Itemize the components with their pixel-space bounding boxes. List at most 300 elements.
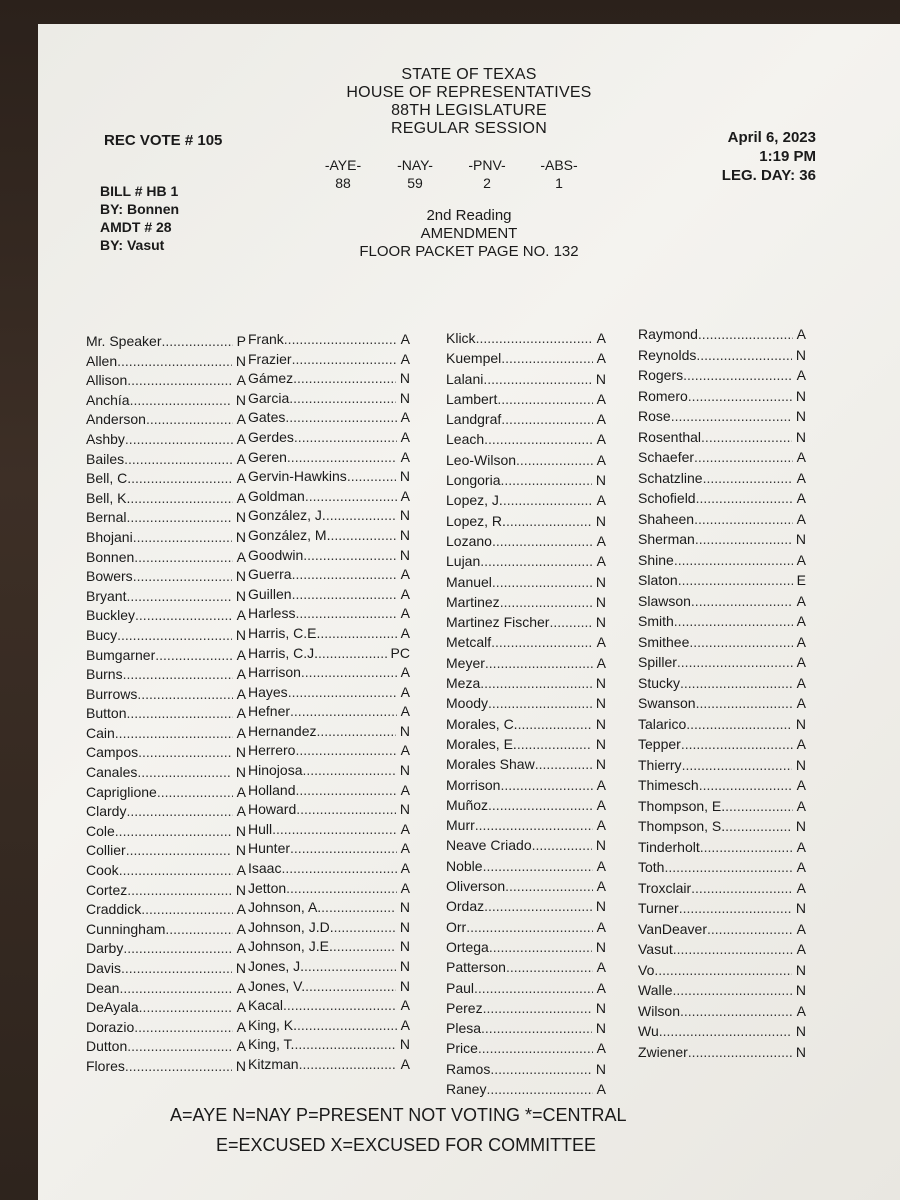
member-name: Meyer — [446, 654, 485, 671]
member-vote: A — [596, 411, 606, 428]
member-name: Orr — [446, 918, 467, 935]
member-name: Craddick — [86, 901, 142, 918]
member-row — [638, 488, 806, 509]
member-row — [86, 1037, 246, 1057]
leader-dots — [681, 734, 793, 755]
leader-dots — [115, 724, 233, 744]
member-name: Lujan — [446, 553, 481, 570]
roster-column-4 — [638, 324, 806, 1062]
member-vote: A — [596, 553, 606, 570]
member-row — [446, 592, 606, 612]
member-name: Hinojosa — [248, 762, 303, 779]
leader-dots — [294, 1035, 395, 1055]
member-row — [446, 1038, 606, 1058]
member-row — [446, 632, 606, 652]
member-row — [446, 612, 606, 632]
vote-record-sheet — [38, 24, 900, 1200]
member-vote: A — [236, 724, 246, 741]
member-name: Leo-Wilson — [446, 451, 517, 468]
leader-dots — [488, 693, 592, 713]
member-vote: N — [595, 837, 606, 854]
member-vote: A — [796, 326, 806, 342]
member-row — [446, 551, 606, 571]
member-vote: A — [400, 860, 410, 877]
leader-dots — [283, 996, 397, 1016]
member-vote: A — [400, 840, 410, 857]
member-vote: A — [400, 664, 410, 681]
member-row — [638, 406, 806, 427]
reading-type: AMENDMENT — [420, 225, 518, 242]
member-row — [446, 653, 606, 673]
floor-packet-page: FLOOR PACKET PAGE NO. 132 — [359, 243, 579, 260]
member-name: Morrison — [446, 776, 501, 793]
member-vote: N — [595, 472, 606, 489]
amendment-author: BY: Vasut — [100, 237, 165, 253]
member-row — [446, 429, 606, 449]
member-name: Schofield — [638, 490, 696, 506]
member-vote: N — [595, 999, 606, 1016]
member-vote: N — [795, 982, 806, 998]
member-name: Lozano — [446, 532, 492, 549]
member-row — [638, 468, 806, 489]
leader-dots — [673, 980, 792, 1001]
member-name: Bell, K. — [86, 489, 131, 506]
member-vote: N — [795, 1043, 806, 1060]
leader-dots — [725, 816, 792, 837]
member-vote: A — [796, 879, 806, 896]
member-name: Shine — [638, 551, 674, 568]
member-name: Morales, C. — [446, 715, 518, 732]
member-row — [446, 714, 606, 734]
member-row — [86, 841, 246, 861]
bill-number: BILL # HB 1 — [100, 183, 179, 199]
member-vote: A — [796, 449, 806, 465]
member-vote: A — [236, 548, 246, 565]
member-row — [248, 741, 410, 761]
leader-dots — [119, 861, 233, 881]
member-name: Jetton — [248, 879, 287, 896]
leader-dots — [127, 371, 232, 391]
member-name: Lopez, R. — [446, 512, 506, 529]
member-row — [446, 1059, 606, 1079]
member-vote: A — [400, 487, 410, 504]
member-name: Lambert — [446, 390, 498, 407]
member-row — [446, 795, 606, 815]
member-vote: N — [795, 346, 806, 363]
member-row — [638, 775, 806, 796]
leader-dots — [506, 957, 593, 977]
leader-dots — [305, 977, 396, 997]
member-name: Martinez — [446, 593, 500, 610]
member-name: Canales — [86, 764, 138, 781]
leader-dots — [677, 652, 793, 673]
member-row — [446, 876, 606, 896]
member-row — [86, 861, 246, 881]
member-name: Raney — [446, 1080, 487, 1097]
member-row — [446, 531, 606, 551]
member-row — [446, 490, 606, 510]
member-name: González, M. — [248, 526, 331, 543]
tally-label: -AYE- — [324, 157, 362, 173]
leader-dots — [115, 822, 232, 842]
member-name: Johnson, A. — [248, 899, 322, 916]
member-row — [638, 1021, 806, 1042]
member-row — [248, 546, 410, 566]
member-name: Harrison — [248, 664, 301, 681]
member-vote: A — [596, 878, 606, 895]
member-vote: A — [236, 920, 246, 937]
member-name: Morales, E. — [446, 735, 517, 752]
member-row — [446, 1018, 606, 1038]
member-row — [446, 409, 606, 429]
member-vote: N — [235, 960, 246, 976]
member-row — [248, 702, 410, 722]
member-vote: N — [595, 898, 606, 915]
leader-dots — [127, 1037, 232, 1057]
member-name: DeAyala — [86, 999, 139, 1016]
leader-dots — [678, 570, 793, 591]
member-vote: A — [596, 796, 606, 813]
member-row — [86, 469, 246, 489]
member-row — [638, 365, 806, 386]
member-row — [86, 489, 246, 509]
leader-dots — [686, 714, 792, 735]
member-name: Bhojani — [86, 528, 133, 545]
member-vote: A — [400, 997, 410, 1014]
member-name: Paul — [446, 979, 475, 996]
member-vote: N — [795, 1023, 806, 1039]
member-name: Ortega — [446, 938, 489, 955]
vote-time: 1:19 PM — [759, 148, 816, 165]
leader-dots — [532, 835, 592, 855]
member-row — [248, 1055, 410, 1075]
member-name: Shaheen — [638, 510, 695, 527]
member-name: Hull — [248, 820, 273, 837]
member-vote: N — [795, 756, 806, 773]
leader-dots — [549, 612, 591, 632]
member-vote: N — [399, 370, 410, 387]
member-vote: N — [399, 762, 410, 779]
member-row — [248, 1035, 410, 1055]
record-vote-number: REC VOTE # 105 — [104, 132, 223, 149]
leader-dots — [480, 551, 592, 571]
legend-line-1: A=AYE N=NAY P=PRESENT NOT VOTING *=CENTRAL — [170, 1105, 627, 1125]
member-vote: A — [236, 489, 246, 506]
leader-dots — [486, 1079, 592, 1099]
member-vote: A — [796, 592, 806, 609]
member-vote: N — [595, 756, 606, 773]
member-name: Hefner — [248, 703, 291, 720]
member-vote: N — [235, 509, 246, 526]
member-name: Anchía — [86, 391, 130, 408]
leader-dots — [535, 754, 592, 774]
member-name: Rogers — [638, 367, 684, 383]
member-vote: A — [796, 797, 806, 814]
leader-dots — [474, 978, 593, 998]
leader-dots — [501, 409, 592, 429]
member-row — [86, 332, 246, 352]
leader-dots — [137, 685, 232, 705]
leader-dots — [347, 467, 396, 487]
member-name: Bailes — [86, 450, 125, 467]
member-vote: A — [796, 695, 806, 711]
leader-dots — [485, 653, 593, 673]
roster-column-1 — [86, 332, 246, 1077]
leader-dots — [321, 898, 396, 918]
leader-dots — [505, 876, 593, 896]
member-name: Thompson, S. — [638, 818, 726, 834]
member-name: Lalani — [446, 370, 484, 387]
member-row — [248, 448, 410, 468]
member-row — [86, 998, 246, 1018]
member-row — [86, 1057, 246, 1077]
leader-dots — [491, 632, 593, 652]
member-name: Bumgarner — [86, 646, 156, 663]
member-row — [446, 369, 606, 389]
member-row — [248, 820, 410, 840]
member-row — [638, 816, 806, 837]
member-row — [638, 550, 806, 571]
leader-dots — [155, 646, 232, 666]
member-vote: N — [399, 526, 410, 543]
leader-dots — [680, 1001, 793, 1022]
tally-count: 2 — [483, 175, 491, 191]
leader-dots — [671, 406, 792, 427]
member-name: Geren — [248, 448, 287, 465]
leader-dots — [320, 624, 396, 644]
member-row — [86, 646, 246, 666]
leader-dots — [290, 702, 397, 722]
member-vote: N — [399, 468, 410, 485]
member-name: Schaefer — [638, 449, 695, 465]
member-name: Tinderholt — [638, 838, 700, 855]
member-vote: A — [796, 490, 806, 506]
member-row — [86, 528, 246, 548]
member-name: Manuel — [446, 573, 492, 590]
member-vote: A — [596, 390, 606, 407]
member-vote: A — [796, 941, 806, 957]
member-vote: P — [236, 333, 246, 349]
leader-dots — [475, 815, 593, 835]
member-row — [638, 652, 806, 673]
member-vote: N — [595, 593, 606, 610]
member-name: Johnson, J.E. — [248, 938, 333, 955]
leader-dots — [292, 585, 397, 605]
leader-dots — [326, 506, 396, 526]
member-row — [446, 775, 606, 795]
member-name: Darby — [86, 940, 124, 957]
member-name: Harris, C.J. — [248, 644, 318, 661]
member-name: Allison — [86, 372, 128, 389]
member-name: Murr — [446, 817, 475, 834]
leader-dots — [490, 1059, 592, 1079]
leader-dots — [696, 488, 793, 509]
member-row — [86, 371, 246, 391]
member-row — [638, 919, 806, 940]
leader-dots — [290, 839, 397, 859]
member-name: Frank — [248, 331, 284, 347]
leader-dots — [165, 920, 232, 940]
leader-dots — [301, 663, 397, 683]
member-vote: A — [596, 817, 606, 834]
leader-dots — [304, 957, 396, 977]
leader-dots — [295, 741, 396, 761]
member-row — [86, 743, 246, 763]
member-row — [638, 939, 806, 960]
leader-dots — [725, 796, 793, 817]
member-name: Gámez — [248, 370, 294, 387]
member-name: Jones, J. — [248, 958, 305, 974]
leader-dots — [141, 900, 232, 920]
member-row — [638, 529, 806, 550]
member-row — [248, 604, 410, 624]
member-name: Button — [86, 705, 127, 722]
member-row — [638, 1042, 806, 1063]
member-vote: N — [595, 1060, 606, 1077]
member-row — [638, 611, 806, 632]
member-row — [446, 835, 606, 855]
leader-dots — [683, 365, 793, 386]
member-name: Allen — [86, 352, 118, 369]
member-row — [638, 345, 806, 366]
leader-dots — [146, 410, 233, 430]
member-name: Hunter — [248, 840, 291, 857]
member-vote: A — [236, 783, 246, 800]
member-name: Gervin-Hawkins — [248, 468, 347, 485]
member-row — [248, 389, 410, 409]
member-name: Harris, C.E. — [248, 624, 321, 641]
leader-dots — [305, 487, 397, 507]
member-row — [638, 837, 806, 858]
member-vote: A — [400, 428, 410, 445]
member-name: Wu — [638, 1023, 659, 1039]
leader-dots — [289, 389, 396, 409]
member-row — [446, 856, 606, 876]
member-row — [638, 324, 806, 345]
member-row — [446, 754, 606, 774]
member-name: Cain — [86, 724, 115, 741]
member-vote: N — [795, 961, 806, 978]
member-vote: A — [236, 1038, 246, 1055]
leader-dots — [126, 587, 231, 607]
member-row — [86, 567, 246, 587]
member-name: Bernal — [86, 509, 127, 526]
leader-dots — [281, 859, 396, 879]
reading-info — [38, 207, 900, 261]
member-name: Morales Shaw — [446, 756, 535, 773]
member-row — [446, 511, 606, 531]
member-vote: A — [400, 624, 410, 641]
member-name: Hayes — [248, 683, 288, 700]
member-row — [86, 959, 246, 979]
member-vote: N — [235, 587, 246, 604]
member-row — [446, 693, 606, 713]
member-name: Toth — [638, 859, 665, 875]
member-vote: N — [795, 900, 806, 916]
tally-nay — [380, 156, 450, 192]
member-vote: A — [596, 1080, 606, 1097]
member-name: Cole — [86, 822, 115, 839]
member-vote: A — [596, 1040, 606, 1057]
leader-dots — [130, 489, 232, 509]
member-name: Moody — [446, 695, 489, 712]
member-vote: A — [796, 367, 806, 383]
member-name: Klick — [446, 330, 476, 346]
leader-dots — [294, 428, 397, 448]
member-vote: A — [236, 666, 246, 683]
member-name: Buckley — [86, 607, 136, 624]
member-name: Muñoz — [446, 796, 489, 813]
member-name: Oliverson — [446, 878, 506, 895]
member-row — [86, 802, 246, 822]
member-vote: A — [400, 879, 410, 896]
member-row — [86, 900, 246, 920]
member-vote: A — [400, 1016, 410, 1033]
leader-dots — [517, 734, 592, 754]
member-vote: A — [400, 742, 410, 759]
member-vote: A — [796, 736, 806, 752]
tally-count: 1 — [555, 175, 563, 191]
member-row — [638, 386, 806, 407]
member-vote: A — [400, 1055, 410, 1072]
member-name: Frazier — [248, 350, 292, 367]
member-vote: N — [795, 715, 806, 732]
member-name: Guerra — [248, 566, 292, 583]
tally-label: -NAY- — [397, 157, 433, 173]
member-vote: A — [236, 646, 246, 663]
member-name: Burns — [86, 666, 123, 683]
leader-dots — [330, 526, 395, 546]
member-name: Kacal — [248, 997, 284, 1014]
member-vote: A — [400, 331, 410, 347]
member-name: Bryant — [86, 587, 127, 604]
member-row — [638, 632, 806, 653]
member-name: Johnson, J.D. — [248, 918, 334, 935]
member-name: Lopez, J. — [446, 492, 503, 509]
member-name: Martinez Fischer — [446, 614, 550, 631]
member-vote: N — [235, 568, 246, 585]
member-vote: A — [596, 451, 606, 468]
member-vote: N — [235, 1057, 246, 1074]
member-vote: A — [596, 776, 606, 793]
member-vote: A — [796, 469, 806, 486]
member-vote: A — [400, 566, 410, 583]
member-vote: N — [595, 370, 606, 387]
member-vote: A — [796, 838, 806, 855]
member-vote: N — [399, 918, 410, 935]
member-row — [446, 572, 606, 592]
member-vote: A — [400, 683, 410, 700]
member-vote: A — [796, 859, 806, 875]
member-row — [248, 918, 410, 938]
member-vote: N — [399, 546, 410, 563]
member-row — [638, 960, 806, 981]
member-row — [638, 796, 806, 817]
member-row — [248, 683, 410, 703]
member-row — [86, 410, 246, 430]
leader-dots — [484, 429, 593, 449]
leader-dots — [139, 998, 233, 1018]
tally-label: -ABS- — [540, 157, 578, 173]
member-name: González, J. — [248, 507, 326, 524]
member-vote: N — [235, 528, 246, 545]
member-row — [638, 427, 806, 448]
member-vote: N — [235, 881, 246, 898]
leader-dots — [272, 820, 397, 840]
leader-dots — [302, 761, 395, 781]
member-row — [248, 350, 410, 370]
member-vote: N — [595, 735, 606, 752]
